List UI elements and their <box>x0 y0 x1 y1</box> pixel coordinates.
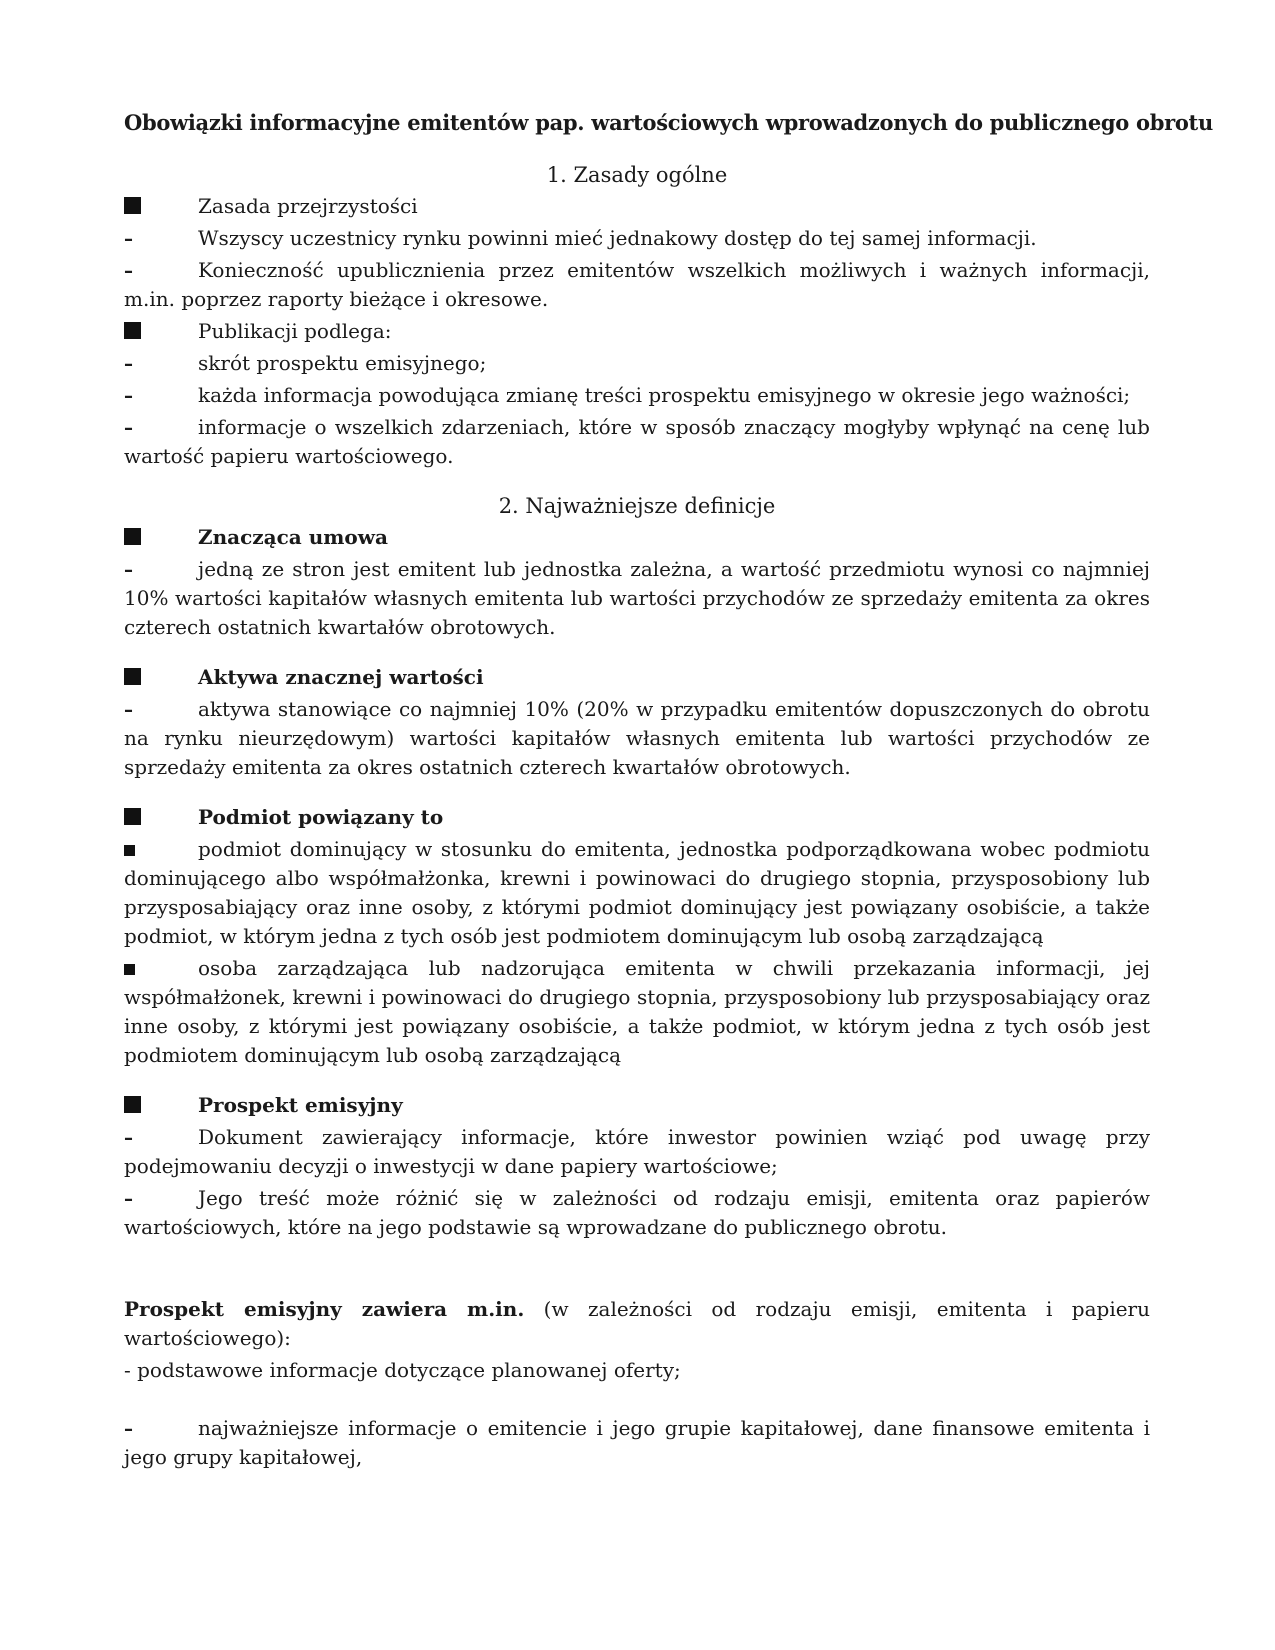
list-item: – każda informacja powodująca zmianę treści prospektu emisyjnego w okresie jego ważności; <box>124 381 1150 410</box>
list-item: – Dokument zawierający informacje, które inwestor powinien wziąć pod uwagę przy podejmowaniu decyzji o inwestycji w dane papiery wartościowe; <box>124 1125 1150 1178</box>
section-heading-2: 2. Najważniejsze definicje <box>498 494 776 518</box>
dash-bullet-icon: – <box>124 418 133 439</box>
bullet-heading-contract: Znacząca umowa <box>124 523 1150 552</box>
dash-bullet-icon: – <box>124 1419 133 1440</box>
dash-bullet-icon: – <box>124 386 133 407</box>
dash-bullet-icon: – <box>124 700 133 721</box>
list-item: – jedną ze stron jest emitent lub jednostka zależna, a wartość przedmiotu wynosi co najmniej 10% wartości kapitałów własnych emitenta lub wartości przychodów ze sprzedaży emitenta za okres czterech ostatnich kwartałów obrotowych. <box>124 557 1150 639</box>
bullet-heading-transparency: Zasada przejrzystości <box>124 192 1150 221</box>
document-page <box>124 108 1213 1475</box>
dash-bullet-icon: – <box>124 229 133 250</box>
small-square-bullet-icon <box>124 954 164 983</box>
list-item: – informacje o wszelkich zdarzeniach, które w sposób znaczący mogłyby wpłynąć na cenę lub wartość papieru wartościowego. <box>124 415 1150 468</box>
list-item: - podstawowe informacje dotyczące planowanej oferty; <box>124 1358 681 1382</box>
dash-bullet-icon: – <box>124 1189 133 1210</box>
dash-bullet-icon: – <box>124 1128 133 1149</box>
dash-bullet-icon: – <box>124 261 133 282</box>
bullet-heading-related: Podmiot powiązany to <box>124 803 1150 832</box>
square-bullet-icon <box>124 1091 164 1121</box>
bullet-heading-prospectus: Prospekt emisyjny <box>124 1091 1150 1120</box>
list-item: – skrót prospektu emisyjnego; <box>124 349 1150 378</box>
list-item: – aktywa stanowiące co najmniej 10% (20% w przypadku emitentów dopuszczonych do obrotu na rynku nieurzędowym) wartości kapitałów własnych emitenta lub wartości przychodów ze sprzedaży emitenta za okres ostatnich czterech kwartałów obrotowych. <box>124 697 1150 779</box>
prospectus-contents-lead: Prospekt emisyjny zawiera m.in. (w zależności od rodzaju emisji, emitenta i papieru wartościowego): <box>124 1297 1151 1350</box>
list-item: – Wszyscy uczestnicy rynku powinni mieć jednakowy dostęp do tej samej informacji. <box>124 224 1150 253</box>
bullet-heading-assets: Aktywa znacznej wartości <box>124 663 1150 692</box>
list-item: osoba zarządzająca lub nadzorująca emitenta w chwili przekazania informacji, jej współmałżonek, krewni i powinowaci do drugiego stopnia, przysposobiony lub przysposabiający oraz inne osoby, z którymi jest powiązany osobiście, a także podmiot, w którym jedna z tych osób jest podmiotem dominującym lub osobą zarządzającą <box>124 956 1150 1067</box>
list-item: podmiot dominujący w stosunku do emitenta, jednostka podporządkowana wobec podmiotu dominującego albo współmałżonka, krewni i powinowaci do drugiego stopnia, przysposobiony lub przysposabiający oraz inne osoby, z którymi podmiot dominujący jest powiązany osobiście, a także podmiot, w którym jedna z tych osób jest podmiotem dominującym lub osobą zarządzającą <box>124 837 1150 948</box>
dash-bullet-icon: – <box>124 354 133 375</box>
section-heading-1: 1. Zasady ogólne <box>546 163 728 187</box>
square-bullet-icon <box>124 803 164 833</box>
bullet-heading-publication: Publikacji podlega: <box>124 317 1150 346</box>
square-bullet-icon <box>124 663 164 693</box>
list-item: – najważniejsze informacje o emitencie i jego grupie kapitałowej, dane finansowe emitenta i jego grupy kapitałowej, <box>124 1416 1150 1469</box>
small-square-bullet-icon <box>124 835 164 864</box>
dash-bullet-icon: – <box>124 560 133 581</box>
list-item: – Jego treść może różnić się w zależności od rodzaju emisji, emitenta oraz papierów wartościowych, które na jego podstawie są wprowadzane do publicznego obrotu. <box>124 1186 1150 1239</box>
square-bullet-icon <box>124 317 164 347</box>
square-bullet-icon <box>124 192 164 222</box>
document-title: Obowiązki informacyjne emitentów pap. wartościowych wprowadzonych do publicznego obrotu <box>124 110 1213 135</box>
list-item: – Konieczność upublicznienia przez emitentów wszelkich możliwych i ważnych informacji, m.in. poprzez raporty bieżące i okresowe. <box>124 258 1150 311</box>
square-bullet-icon <box>124 523 164 553</box>
